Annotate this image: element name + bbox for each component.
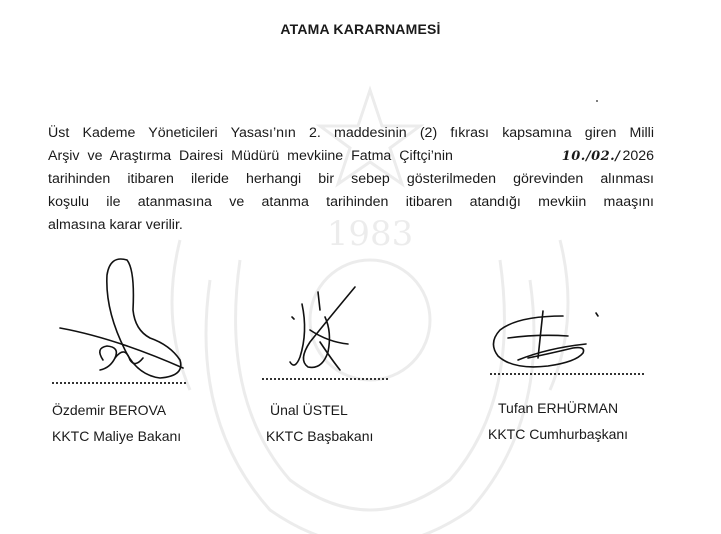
paragraph-line-3: tarihinden itibaren ileride herhangi bir sebep gösterilmeden görevinden alınması: [48, 171, 654, 187]
signature-line-erhurman: [490, 373, 644, 375]
paragraph-line-2-text: Arşiv ve Araştırma Dairesi Müdürü mevkiine Fatma Çiftçi’nin: [48, 148, 453, 164]
signatory-role-berova: KKTC Maliye Bakanı: [52, 428, 182, 444]
handwritten-signature-erhurman: [488, 308, 603, 373]
signatory-role-ustel: KKTC Başbakanı: [266, 428, 374, 444]
date-year: 2026: [622, 148, 654, 164]
handwritten-signature-berova: [55, 250, 195, 385]
paragraph-line-1: Üst Kademe Yöneticileri Yasası’nın 2. maddesinin (2) fıkrası kapsamına giren Milli: [48, 125, 654, 141]
signatory-name-erhurman: Tufan ERHÜRMAN: [498, 400, 619, 416]
paragraph-line-5: almasına karar verilir.: [48, 217, 183, 233]
signature-line-berova: [52, 382, 186, 384]
paragraph-line-2: [48, 145, 654, 168]
handwritten-signature-ustel: [280, 282, 370, 377]
signatory-name-ustel: Ünal ÜSTEL: [270, 402, 348, 418]
handwritten-date: 10./02./: [561, 149, 621, 164]
paragraph-line-4: koşulu ile atanmasına ve atanma tarihinden itibaren atandığı mevkiin maaşını: [48, 194, 654, 210]
signatory-role-erhurman: KKTC Cumhurbaşkanı: [488, 426, 629, 442]
decree-paragraph: [48, 122, 654, 237]
paragraph-date: [548, 145, 654, 168]
document-title: ATAMA KARARNAMESİ: [280, 21, 441, 37]
signature-line-ustel: [262, 378, 388, 380]
watermark-year: 1983: [326, 214, 414, 254]
signatory-name-berova: Özdemir BEROVA: [52, 402, 167, 418]
stray-mark: [596, 100, 598, 102]
